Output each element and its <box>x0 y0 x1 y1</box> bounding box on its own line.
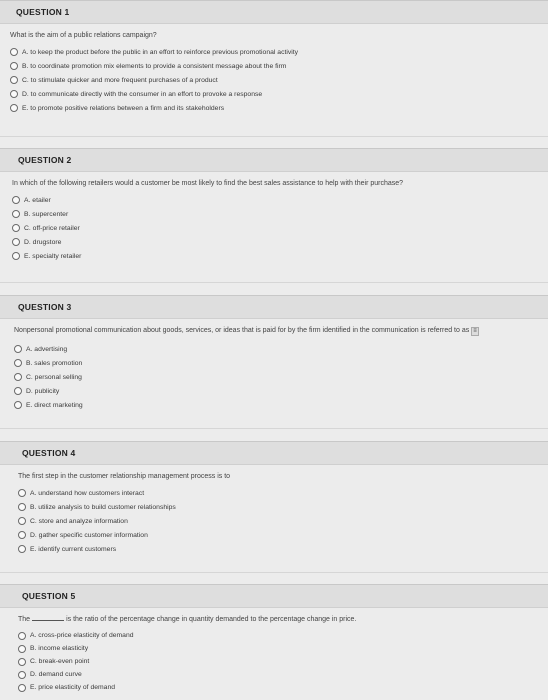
question-5-option-a[interactable]: A. cross-price elasticity of demand <box>18 629 548 642</box>
divider <box>0 428 548 429</box>
radio-button-icon[interactable] <box>10 62 18 70</box>
question-1-option-d[interactable]: D. to communicate directly with the consumer in an effort to provoke a response <box>10 87 548 101</box>
question-2-option-c[interactable]: C. off-price retailer <box>12 221 548 235</box>
radio-button-icon[interactable] <box>10 90 18 98</box>
question-4-option-d[interactable]: D. gather specific customer information <box>18 528 548 542</box>
question-1 <box>0 0 548 115</box>
radio-button-icon[interactable] <box>12 224 20 232</box>
radio-button-icon[interactable] <box>18 632 26 640</box>
question-4-option-c[interactable]: C. store and analyze information <box>18 514 548 528</box>
radio-button-icon[interactable] <box>12 252 20 260</box>
radio-button-icon[interactable] <box>14 387 22 395</box>
question-2-option-e[interactable]: E. specialty retailer <box>12 249 548 263</box>
question-1-option-b[interactable]: B. to coordinate promotion mix elements to provide a consistent message about the firm <box>10 59 548 73</box>
question-1-option-e[interactable]: E. to promote positive relations between a firm and its stakeholders <box>10 101 548 115</box>
divider <box>0 572 548 573</box>
question-3-option-d[interactable]: D. publicity <box>14 384 548 398</box>
question-2-option-b[interactable]: B. supercenter <box>12 207 548 221</box>
radio-button-icon[interactable] <box>14 373 22 381</box>
radio-button-icon[interactable] <box>18 671 26 679</box>
question-4 <box>0 441 548 556</box>
radio-button-icon[interactable] <box>18 517 26 525</box>
question-3-text: Nonpersonal promotional communication about goods, services, or ideas that is paid for by the firm identified in the communication is referred to as ≡ <box>14 327 477 334</box>
question-5-option-b[interactable]: B. income elasticity <box>18 642 548 655</box>
radio-button-icon[interactable] <box>14 401 22 409</box>
radio-button-icon[interactable] <box>12 210 20 218</box>
divider <box>0 136 548 137</box>
question-5-option-d[interactable]: D. demand curve <box>18 668 548 681</box>
radio-button-icon[interactable] <box>14 345 22 353</box>
question-5-header: QUESTION 5 <box>0 584 548 608</box>
radio-button-icon[interactable] <box>10 48 18 56</box>
question-2-text: In which of the following retailers would a customer be most likely to find the best sales assistance to help with their purchase? <box>12 180 404 187</box>
question-2-option-d[interactable]: D. drugstore <box>12 235 548 249</box>
question-5-option-e[interactable]: E. price elasticity of demand <box>18 681 548 694</box>
question-2 <box>0 148 548 263</box>
radio-button-icon[interactable] <box>18 645 26 653</box>
radio-button-icon[interactable] <box>10 76 18 84</box>
question-1-option-a[interactable]: A. to keep the product before the public in an effort to reinforce previous promotional activity <box>10 45 548 59</box>
radio-button-icon[interactable] <box>12 196 20 204</box>
question-3-option-b[interactable]: B. sales promotion <box>14 356 548 370</box>
question-3-option-a[interactable]: A. advertising <box>14 342 548 356</box>
radio-button-icon[interactable] <box>14 359 22 367</box>
question-4-option-a[interactable]: A. understand how customers interact <box>18 486 548 500</box>
question-3-option-e[interactable]: E. direct marketing <box>14 398 548 412</box>
divider <box>0 282 548 283</box>
question-3-header: QUESTION 3 <box>0 295 548 319</box>
question-1-header: QUESTION 1 <box>0 0 548 24</box>
radio-button-icon[interactable] <box>12 238 20 246</box>
question-1-text: What is the aim of a public relations campaign? <box>10 32 157 39</box>
question-4-header: QUESTION 4 <box>0 441 548 465</box>
radio-button-icon[interactable] <box>18 658 26 666</box>
question-3 <box>0 295 548 412</box>
question-2-option-a[interactable]: A. etailer <box>12 193 548 207</box>
question-4-option-b[interactable]: B. utilize analysis to build customer relationships <box>18 500 548 514</box>
question-4-text: The first step in the customer relationship management process is to <box>18 473 231 480</box>
more-text-icon[interactable]: ≡ <box>473 328 477 334</box>
question-5-text: The is the ratio of the percentage change in quantity demanded to the percentage change in price. <box>18 616 357 623</box>
question-5-option-c[interactable]: C. break-even point <box>18 655 548 668</box>
radio-button-icon[interactable] <box>18 545 26 553</box>
fill-in-blank <box>32 614 64 621</box>
question-5 <box>0 584 548 694</box>
question-1-option-c[interactable]: C. to stimulate quicker and more frequent purchases of a product <box>10 73 548 87</box>
radio-button-icon[interactable] <box>18 684 26 692</box>
radio-button-icon[interactable] <box>18 531 26 539</box>
radio-button-icon[interactable] <box>18 489 26 497</box>
question-3-option-c[interactable]: C. personal selling <box>14 370 548 384</box>
question-2-header: QUESTION 2 <box>0 148 548 172</box>
question-4-option-e[interactable]: E. identify current customers <box>18 542 548 556</box>
radio-button-icon[interactable] <box>10 104 18 112</box>
radio-button-icon[interactable] <box>18 503 26 511</box>
